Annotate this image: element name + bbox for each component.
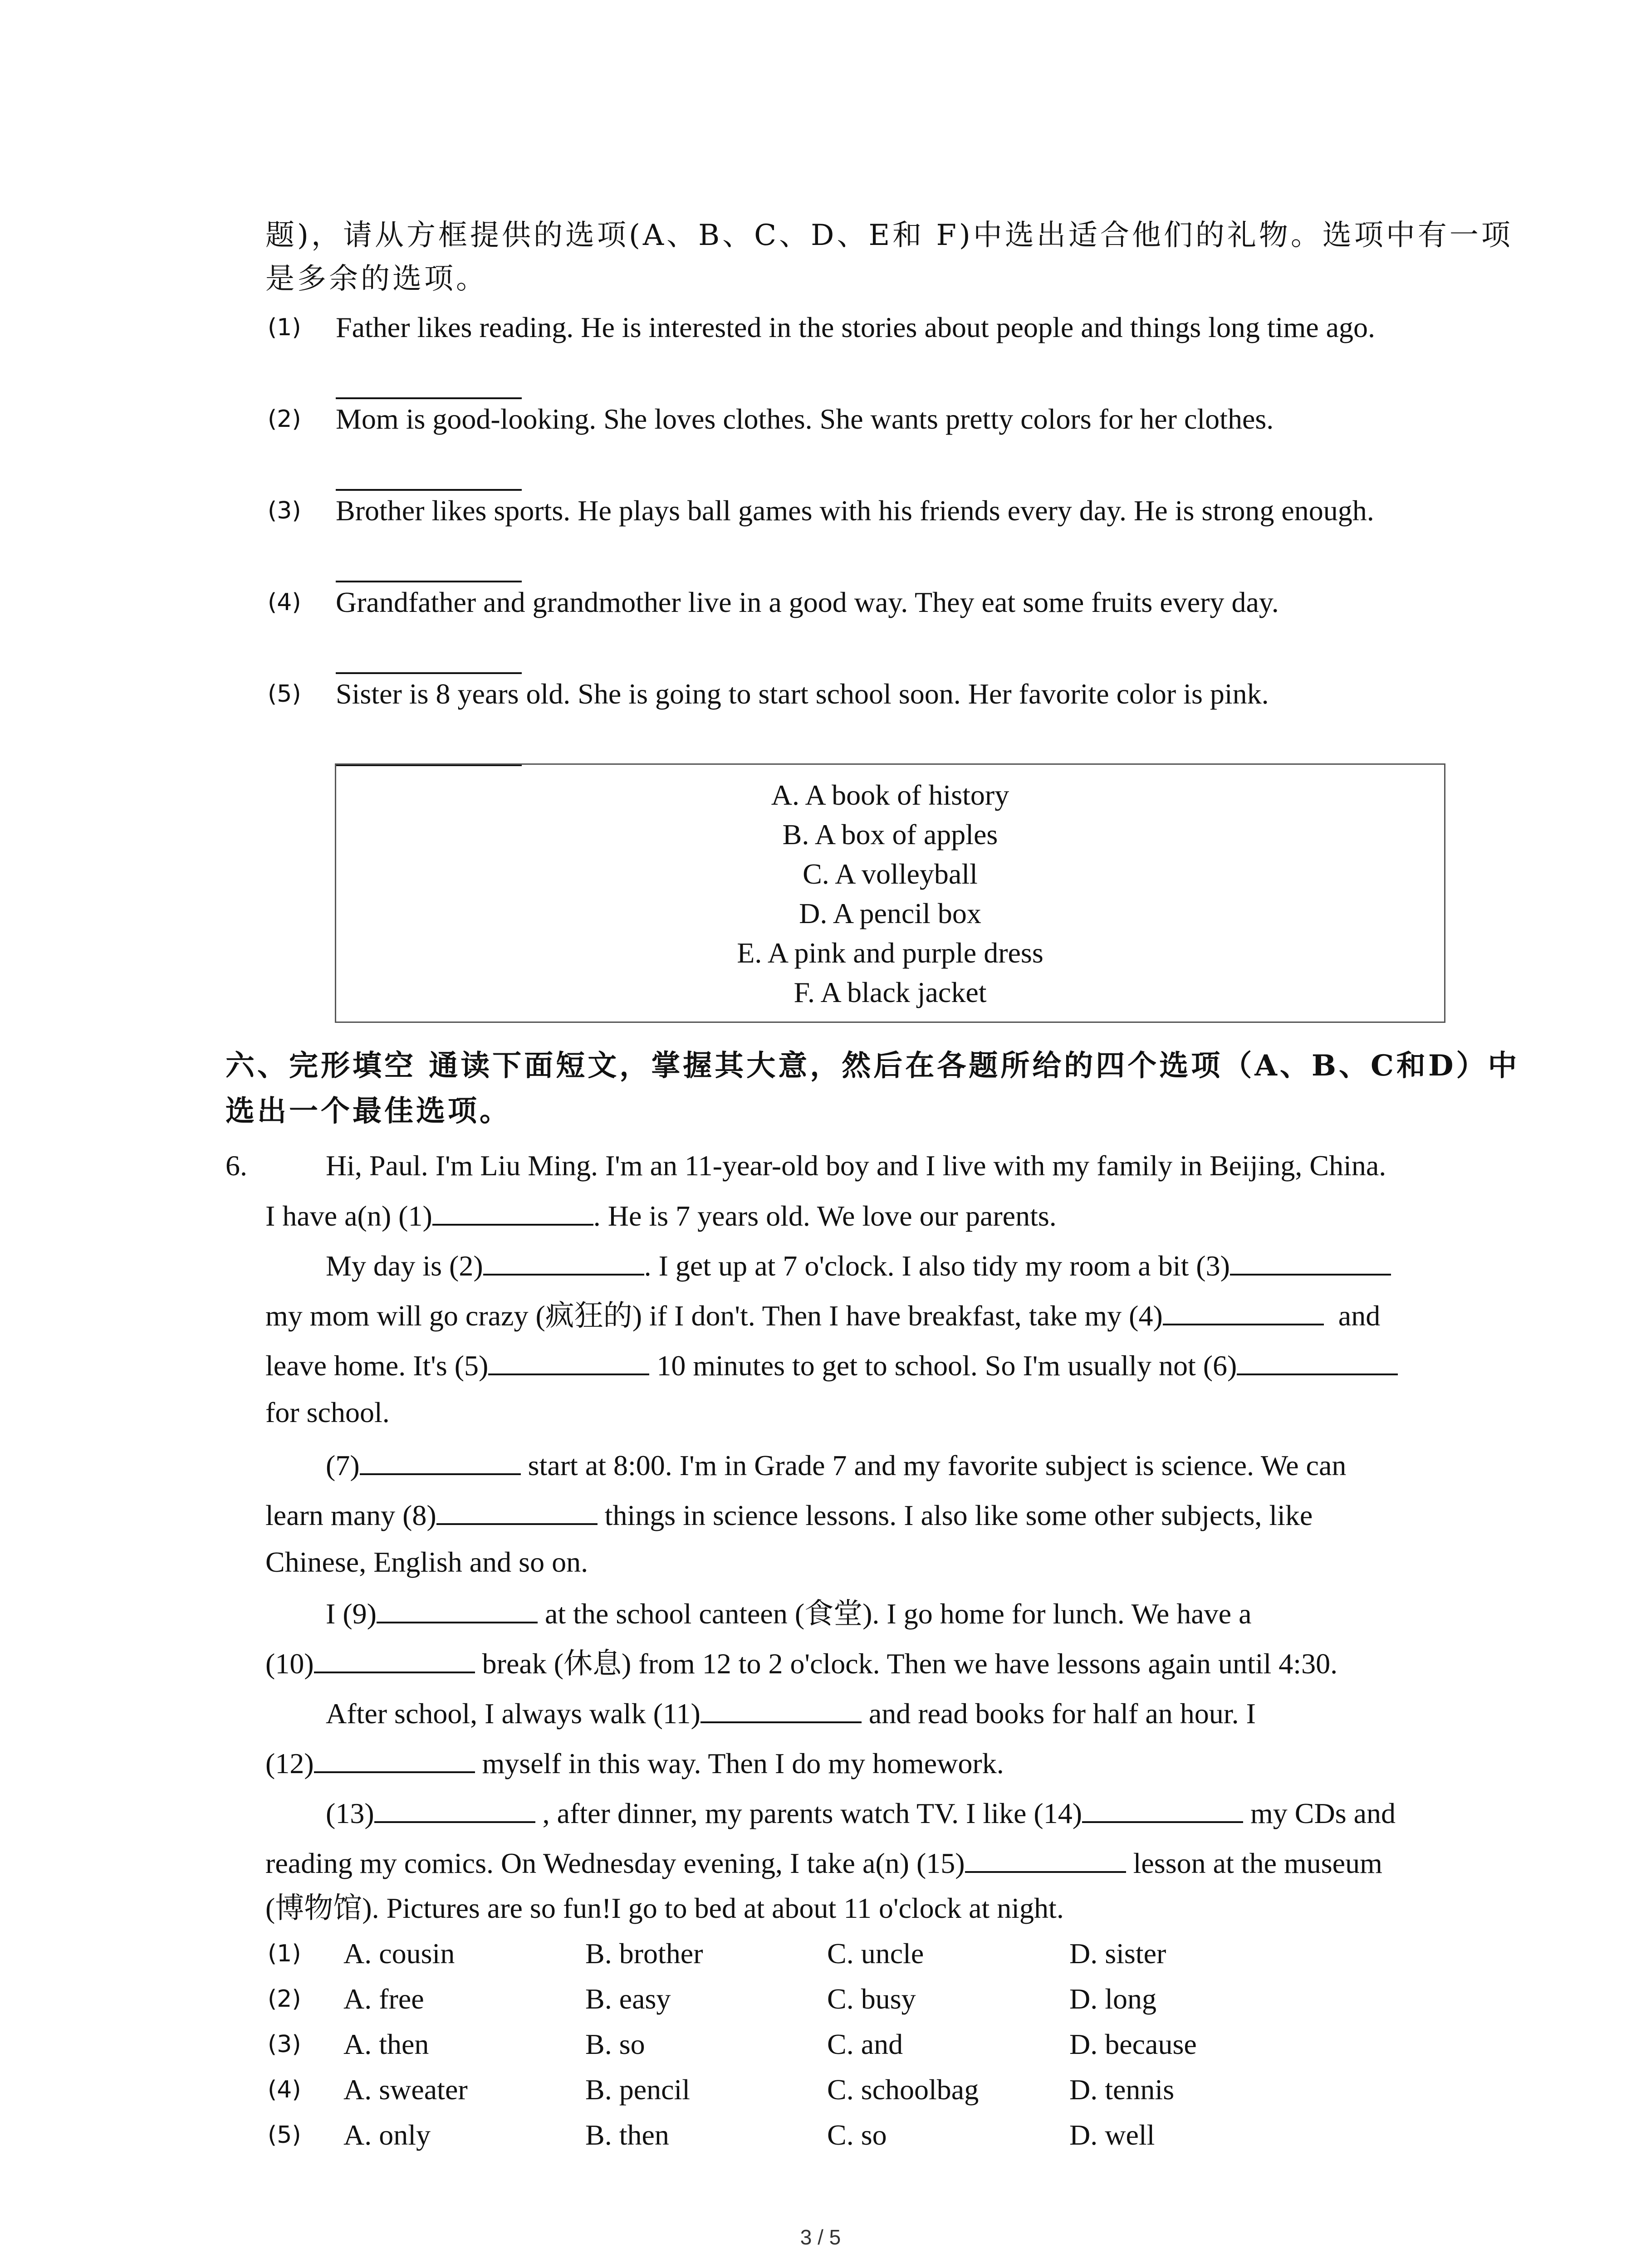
passage-text: (10): [265, 1647, 314, 1680]
passage-text: at the school canteen (食堂). I go home for lunch. We have a: [544, 1598, 1252, 1630]
blank-14[interactable]: [1082, 1799, 1243, 1823]
passage-line: [265, 1351, 1398, 1380]
choice-b[interactable]: B. then: [585, 2119, 669, 2151]
choice-b[interactable]: B. easy: [585, 1983, 671, 2015]
question-number: (3): [268, 497, 301, 524]
gift-option-a: A. A book of history: [771, 779, 1009, 811]
answer-blank-3[interactable]: [336, 581, 522, 582]
passage-text: break (休息) from 12 to 2 o'clock. Then we have lessons again until 4:30.: [482, 1647, 1338, 1680]
choice-number: (4): [268, 2076, 301, 2103]
passage-text: (13): [326, 1797, 374, 1829]
passage-text: and read books for half an hour. I: [868, 1697, 1256, 1730]
choice-a[interactable]: A. free: [343, 1983, 424, 2015]
choice-number: (1): [268, 1940, 301, 1967]
question-text: Brother likes sports. He plays ball games with his friends every day. He is strong enough.: [336, 494, 1374, 527]
question-number: (2): [268, 406, 301, 433]
choice-c[interactable]: C. busy: [827, 1983, 916, 2015]
passage-text: leave home. It's (5): [265, 1349, 489, 1382]
blank-10[interactable]: [314, 1649, 475, 1673]
passage-text: things in science lessons. I also like some other subjects, like: [604, 1499, 1313, 1531]
passage-text: 10 minutes to get to school. So I'm usually not (6): [656, 1349, 1237, 1382]
question-number: (1): [268, 314, 301, 341]
choice-d[interactable]: D. well: [1069, 2119, 1155, 2151]
blank-2[interactable]: [483, 1251, 644, 1276]
intro-line-1: 题)，请从方框提供的选项(A、B、C、D、E和 F)中选出适合他们的礼物。选项中有一项: [265, 219, 1513, 252]
passage-text: . He is 7 years old. We love our parents.: [593, 1200, 1057, 1232]
passage-line: [326, 1699, 1256, 1728]
passage-text: I (9): [326, 1598, 377, 1630]
passage-line: [326, 1251, 1391, 1281]
choice-d[interactable]: D. sister: [1069, 1937, 1166, 1970]
passage-line: [326, 1451, 1346, 1480]
page-number: 3 / 5: [800, 2225, 841, 2249]
blank-3[interactable]: [1230, 1251, 1391, 1276]
blank-8[interactable]: [436, 1501, 598, 1525]
choice-number: (3): [268, 2031, 301, 2058]
answer-blank-4[interactable]: [336, 672, 522, 674]
passage-text: After school, I always walk (11): [326, 1697, 700, 1730]
passage-line: [265, 1501, 1313, 1530]
choice-a[interactable]: A. only: [343, 2119, 431, 2151]
choice-number: (5): [268, 2121, 301, 2149]
choice-b[interactable]: B. pencil: [585, 2073, 691, 2106]
passage-line: [265, 1201, 1057, 1231]
blank-15[interactable]: [965, 1848, 1126, 1873]
choice-b[interactable]: B. so: [585, 2028, 645, 2060]
choice-d[interactable]: D. long: [1069, 1983, 1156, 2015]
passage-text: . I get up at 7 o'clock. I also tidy my room a bit (3): [644, 1250, 1230, 1282]
choice-c[interactable]: C. and: [827, 2028, 903, 2060]
passage-text: and: [1338, 1300, 1381, 1332]
blank-12[interactable]: [314, 1749, 475, 1773]
gift-option-b: B. A box of apples: [782, 818, 998, 850]
question-text: Mom is good-looking. She loves clothes. She wants pretty colors for her clothes.: [336, 403, 1274, 435]
blank-7[interactable]: [360, 1451, 521, 1475]
passage-line: [326, 1599, 1252, 1628]
section-heading-line-1: 六、完形填空 通读下面短文，掌握其大意，然后在各题所给的四个选项（A、B、C和D）中: [225, 1049, 1520, 1083]
passage-line: [265, 1301, 1380, 1330]
blank-13[interactable]: [374, 1799, 535, 1823]
passage-text: I have a(n) (1): [265, 1200, 432, 1232]
blank-6[interactable]: [1237, 1351, 1398, 1375]
choice-number: (2): [268, 1985, 301, 2013]
passage-text: reading my comics. On Wednesday evening, I take a(n) (15): [265, 1847, 965, 1879]
passage-line: [265, 1848, 1382, 1878]
passage-line: [265, 1749, 1004, 1778]
gift-options-box: [335, 763, 1445, 1023]
passage-text: , after dinner, my parents watch TV. I like (14): [542, 1797, 1082, 1829]
choice-c[interactable]: C. uncle: [827, 1937, 924, 1970]
answer-blank-2[interactable]: [336, 489, 522, 491]
question-number: (4): [268, 589, 301, 616]
question-text: Sister is 8 years old. She is going to start school soon. Her favorite color is pink.: [336, 678, 1269, 710]
passage-line: (博物馆). Pictures are so fun!I go to bed at about 11 o'clock at night.: [265, 1892, 1064, 1924]
blank-4[interactable]: [1163, 1301, 1324, 1325]
choice-c[interactable]: C. so: [827, 2119, 887, 2151]
choice-d[interactable]: D. tennis: [1069, 2073, 1175, 2106]
passage-text: lesson at the museum: [1133, 1847, 1382, 1879]
passage-line: [326, 1799, 1396, 1828]
blank-5[interactable]: [488, 1351, 649, 1375]
passage-text: my mom will go crazy (疯狂的) if I don't. Then I have breakfast, take my (4): [265, 1300, 1163, 1332]
intro-line-2: 是多余的选项。: [265, 262, 488, 296]
passage-text: (12): [265, 1747, 314, 1779]
passage-text: learn many (8): [265, 1499, 436, 1531]
passage-text: (7): [326, 1449, 360, 1481]
question-text: Father likes reading. He is interested in the stories about people and things long time ago.: [336, 311, 1376, 343]
gift-option-f: F. A black jacket: [794, 976, 987, 1008]
choice-a[interactable]: A. cousin: [343, 1937, 455, 1970]
section-heading-line-2: 选出一个最佳选项。: [225, 1094, 511, 1128]
gift-option-c: C. A volleyball: [803, 858, 978, 890]
answer-blank-1[interactable]: [336, 397, 522, 399]
passage-text: my CDs and: [1250, 1797, 1396, 1829]
passage-text: myself in this way. Then I do my homework.: [482, 1747, 1004, 1779]
passage-line: Hi, Paul. I'm Liu Ming. I'm an 11-year-old boy and I live with my family in Beijing, China.: [326, 1149, 1386, 1182]
choice-b[interactable]: B. brother: [585, 1937, 703, 1970]
question-text: Grandfather and grandmother live in a good way. They eat some fruits every day.: [336, 586, 1279, 618]
blank-11[interactable]: [700, 1699, 862, 1723]
passage-text: My day is (2): [326, 1250, 483, 1282]
passage-line: for school.: [265, 1396, 390, 1428]
choice-c[interactable]: C. schoolbag: [827, 2073, 979, 2106]
choice-d[interactable]: D. because: [1069, 2028, 1197, 2060]
choice-a[interactable]: A. then: [343, 2028, 429, 2060]
question-number: (5): [268, 680, 301, 708]
gift-option-e: E. A pink and purple dress: [737, 937, 1043, 969]
choice-a[interactable]: A. sweater: [343, 2073, 468, 2106]
question-number: 6.: [225, 1149, 247, 1182]
gift-option-d: D. A pencil box: [799, 897, 981, 929]
blank-9[interactable]: [377, 1599, 538, 1623]
passage-line: [265, 1649, 1337, 1678]
passage-line: Chinese, English and so on.: [265, 1546, 588, 1578]
passage-text: start at 8:00. I'm in Grade 7 and my favorite subject is science. We can: [528, 1449, 1347, 1481]
blank-1[interactable]: [432, 1201, 593, 1226]
